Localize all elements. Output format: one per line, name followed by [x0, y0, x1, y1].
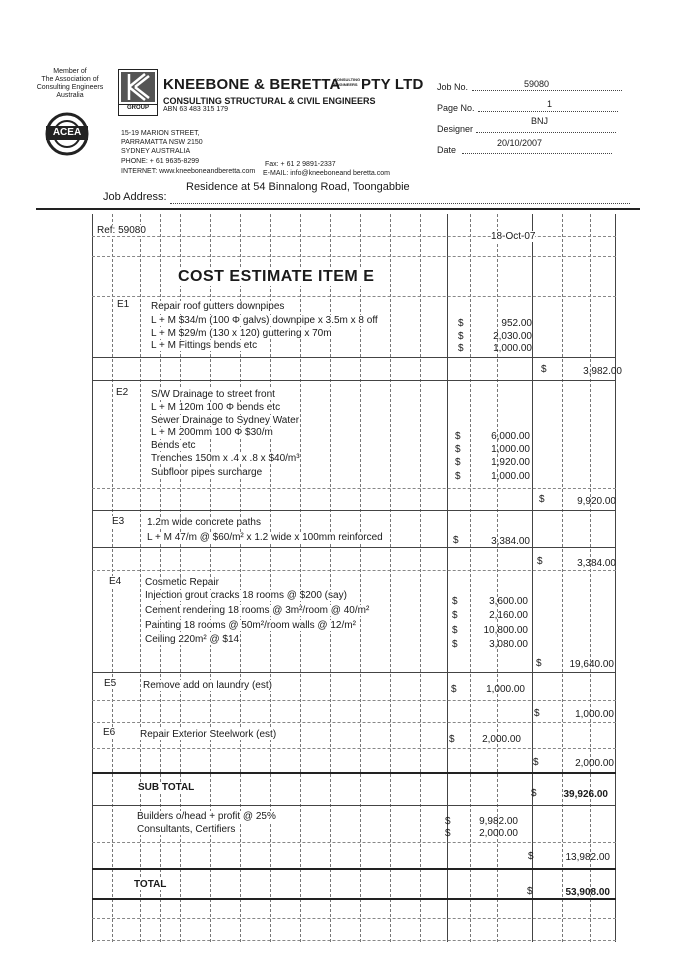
- section-divider: [92, 510, 616, 511]
- item-code: E6: [103, 727, 116, 738]
- currency-symbol: $: [455, 471, 461, 482]
- item-code: E1: [117, 299, 130, 310]
- grid-line: [92, 214, 93, 942]
- grid-row-line: [92, 488, 616, 489]
- group-label: GROUP: [119, 104, 157, 111]
- currency-symbol: $: [452, 639, 458, 650]
- line-amount: 1,920.00: [491, 457, 530, 468]
- currency-symbol: $: [541, 364, 547, 375]
- currency-symbol: $: [453, 535, 459, 546]
- item-line: L + M 200mm 100 Φ $30/m: [151, 427, 273, 438]
- currency-symbol: $: [458, 331, 464, 342]
- item-line: Ceiling 220m² @ $14: [145, 634, 240, 645]
- extra-line: Consultants, Certifiers: [137, 824, 236, 835]
- subtotal-amount: 39,926.00: [563, 789, 608, 800]
- item-total: 3,982.00: [583, 366, 622, 377]
- item-code: E2: [116, 387, 129, 398]
- currency-symbol: $: [455, 457, 461, 468]
- company-phone: PHONE: + 61 9635-8299: [121, 158, 200, 165]
- job-no-value: 59080: [524, 79, 550, 89]
- item-title: Remove add on laundry (est): [143, 680, 272, 691]
- item-total: 19,640.00: [569, 659, 614, 670]
- sheet-date: 18-Oct-07: [491, 231, 536, 242]
- address-line: SYDNEY AUSTRALIA: [121, 148, 191, 155]
- currency-symbol: $: [528, 851, 534, 862]
- company-internet: INTERNET: www.kneeboneandberetta.com: [121, 168, 256, 175]
- item-total: 1,000.00: [575, 709, 614, 720]
- line-amount: 2,160.00: [489, 610, 528, 621]
- designer-line: [476, 132, 616, 133]
- association-line: Australia: [56, 92, 84, 99]
- company-abn: ABN 63 483 315 179: [163, 106, 228, 113]
- grid-line: [562, 214, 563, 942]
- acea-logo: [44, 112, 90, 156]
- date-label: Date: [437, 145, 457, 155]
- extras-total-amount: 13,982.00: [565, 852, 610, 863]
- company-logo: [118, 69, 158, 116]
- item-line: Cement rendering 18 rooms @ 3m²/room @ 40/m²: [145, 605, 370, 616]
- line-amount: 1,000.00: [486, 684, 525, 695]
- date-value: 20/10/2007: [497, 138, 543, 148]
- association-line: Consulting Engineers: [36, 84, 104, 91]
- item-line: L + M 47/m @ $60/m² x 1.2 wide x 100mm reinforced: [147, 532, 383, 543]
- designer-value: BNJ: [531, 116, 549, 126]
- job-address-line: [170, 203, 630, 204]
- item-line: Subfloor pipes surcharge: [151, 467, 263, 478]
- item-line: L + M 120m 100 Φ bends etc: [151, 402, 281, 413]
- grid-row-line: [92, 722, 616, 723]
- job-address-value: Residence at 54 Binnalong Road, Toongabbie: [186, 181, 410, 193]
- grid-row-line: [92, 918, 616, 919]
- currency-symbol: $: [451, 684, 457, 695]
- item-line: Injection grout cracks 18 rooms @ $200 (say): [145, 590, 347, 601]
- section-divider: [92, 772, 616, 774]
- currency-symbol: $: [445, 828, 451, 839]
- grid-row-line: [92, 296, 616, 297]
- item-code: E3: [112, 516, 125, 527]
- currency-symbol: $: [539, 494, 545, 505]
- currency-symbol: $: [452, 610, 458, 621]
- line-amount: 1,000.00: [491, 471, 530, 482]
- currency-symbol: $: [455, 444, 461, 455]
- company-name: KNEEBONE & BERETTA: [163, 76, 341, 93]
- line-amount: 2,000.00: [482, 734, 521, 745]
- grid-row-line: [92, 842, 616, 843]
- grid-line: [590, 214, 591, 942]
- currency-symbol: $: [455, 431, 461, 442]
- company-subtitle: CONSULTING STRUCTURAL & CIVIL ENGINEERS: [163, 96, 376, 106]
- currency-symbol: $: [449, 734, 455, 745]
- line-amount: 2,030.00: [493, 331, 532, 342]
- sheet-top-border: [36, 208, 640, 210]
- item-title: 1.2m wide concrete paths: [147, 517, 261, 528]
- section-divider: [92, 547, 616, 548]
- page-no-value: 1: [547, 99, 553, 109]
- page-no-line: [478, 111, 618, 112]
- line-amount: 3,600.00: [489, 596, 528, 607]
- grid-row-line: [92, 570, 616, 571]
- currency-symbol: $: [531, 788, 537, 799]
- section-divider: [92, 380, 616, 381]
- grid-line: [532, 214, 533, 942]
- currency-symbol: $: [534, 708, 540, 719]
- company-email: E-MAIL: info@kneeboneand beretta.com: [263, 170, 390, 177]
- section-divider: [92, 805, 616, 806]
- item-line: Bends etc: [151, 440, 196, 451]
- subtotal-label: SUB TOTAL: [138, 782, 195, 793]
- section-divider: [92, 868, 616, 870]
- currency-symbol: $: [458, 318, 464, 329]
- line-amount: 1,000.00: [493, 343, 532, 354]
- job-no-line: [472, 90, 622, 91]
- company-suffix: PTY LTD: [361, 76, 424, 93]
- currency-symbol: $: [452, 625, 458, 636]
- company-small-line: ENGINEERS: [334, 82, 358, 87]
- line-amount: 1,000.00: [491, 444, 530, 455]
- currency-symbol: $: [537, 556, 543, 567]
- grid-line: [420, 214, 421, 942]
- company-fax: Fax: + 61 2 9891-2337: [265, 161, 336, 168]
- grid-row-line: [92, 748, 616, 749]
- currency-symbol: $: [533, 757, 539, 768]
- designer-label: Designer: [437, 124, 474, 134]
- item-total: 9,920.00: [577, 496, 616, 507]
- sheet-title: COST ESTIMATE ITEM E: [178, 268, 375, 285]
- association-text: [32, 68, 108, 100]
- ref-number: Ref: 59080: [97, 225, 146, 236]
- grid-line: [615, 214, 616, 942]
- line-amount: 10,800.00: [483, 625, 528, 636]
- date-line: [462, 153, 612, 154]
- item-code: E4: [109, 576, 122, 587]
- association-line: The Association of: [41, 76, 99, 83]
- item-line: L + M $29/m (130 x 120) guttering x 70m: [151, 328, 332, 339]
- currency-symbol: $: [527, 886, 533, 897]
- total-label: TOTAL: [134, 879, 167, 890]
- section-divider: [92, 898, 616, 900]
- item-title: Repair roof gutters downpipes: [151, 301, 285, 312]
- job-address-label: Job Address:: [103, 191, 167, 203]
- currency-symbol: $: [536, 658, 542, 669]
- item-line: L + M Fittings bends etc: [151, 340, 258, 351]
- association-line: Member of: [53, 68, 87, 75]
- item-line: Sewer Drainage to Sydney Water: [151, 415, 300, 426]
- item-line: Painting 18 rooms @ 50m²/room walls @ 12/m²: [145, 620, 356, 631]
- extra-amount: 9,982.00: [479, 816, 518, 827]
- item-title: Repair Exterior Steelwork (est): [140, 729, 277, 740]
- extra-line: Builders o/head + profit @ 25%: [137, 811, 276, 822]
- line-amount: 3,080.00: [489, 639, 528, 650]
- currency-symbol: $: [452, 596, 458, 607]
- grid-row-line: [92, 236, 616, 237]
- line-amount: 6,000.00: [491, 431, 530, 442]
- page-no-label: Page No.: [437, 103, 475, 113]
- item-line: L + M $34/m (100 Φ galvs) downpipe x 3.5m x 8 off: [151, 315, 378, 326]
- address-line: PARRAMATTA NSW 2150: [121, 139, 203, 146]
- company-name-small: [334, 77, 360, 87]
- grid-row-line: [92, 256, 616, 257]
- item-code: E5: [104, 678, 117, 689]
- grid-line: [390, 214, 391, 942]
- grid-row-line: [92, 940, 616, 941]
- item-line: Trenches 150m x .4 x .8 x $40/m³: [151, 453, 300, 464]
- total-amount: 53,908.00: [565, 887, 610, 898]
- extra-amount: 2,000.00: [479, 828, 518, 839]
- currency-symbol: $: [458, 343, 464, 354]
- line-amount: 3,384.00: [491, 536, 530, 547]
- address-line: 15-19 MARION STREET,: [121, 130, 200, 137]
- company-small-line: CONSULTING: [334, 77, 361, 82]
- item-total: 2,000.00: [575, 758, 614, 769]
- section-divider: [92, 672, 616, 673]
- currency-symbol: $: [445, 816, 451, 827]
- job-no-label: Job No.: [437, 82, 469, 92]
- grid-row-line: [92, 700, 616, 701]
- section-divider: [92, 357, 616, 358]
- item-title: S/W Drainage to street front: [151, 389, 275, 400]
- acea-logo-text: ACEA: [52, 127, 82, 138]
- item-title: Cosmetic Repair: [145, 577, 219, 588]
- line-amount: 952.00: [501, 318, 532, 329]
- item-total: 3,384.00: [577, 558, 616, 569]
